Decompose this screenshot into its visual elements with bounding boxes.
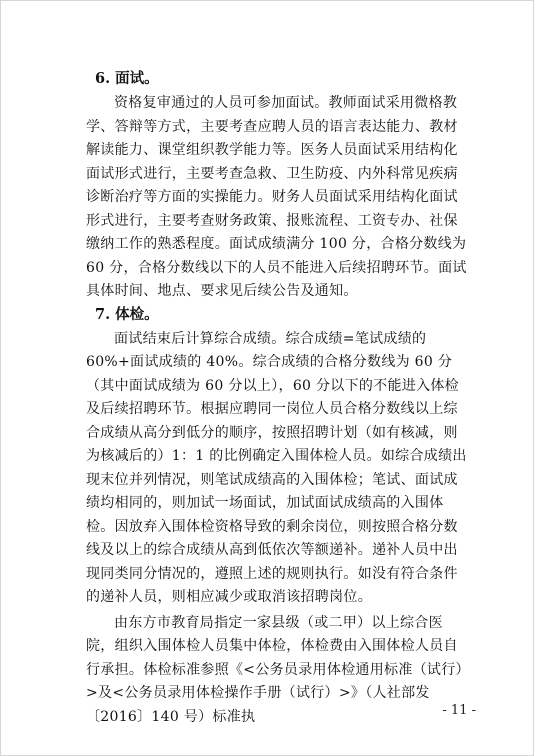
section-6-paragraph: 资格复审通过的人员可参加面试。教师面试采用微格教学、答辩等方式，主要考查应聘人员的语言表达能力、教材解读能力、课堂组织教学能力等。医务人员面试采用结构化面试形式进行，主要考查急救、卫生防疫、内外科常见疾病诊断治疗等方面的实操能力。财务人员面试采用结构化面试形式进行，主要考查财务政策、报账流程、工资专办、社保缴纳工作的熟悉程度。面试成绩满分 100 分，合格分数线为 60 分，合格分数线以下的人员不能进入后续招聘环节。面试具体时间、地点、要求见后续公告及通知。	[86, 95, 467, 299]
page-number: - 11 -	[442, 703, 476, 718]
document-body	[86, 70, 471, 729]
section-6-heading: 6. 面试。	[95, 70, 159, 87]
section-7-paragraph-2: 由东方市教育局指定一家县级（或二甲）以上综合医院，组织入围体检人员集中体检，体检费由入围体检人员自行承担。体检标准参照《<公务员录用体检通用标准（试行）>及<公务员录用体检操作手册（试行）>》（人社部发〔2016〕140 号）标准执	[86, 614, 470, 725]
section-7-paragraph-1: 面试结束后计算综合成绩。综合成绩=笔试成绩的 60%+面试成绩的 40%。综合成绩的合格分数线为 60 分（其中面试成绩为 60 分以上），60 分以下的不能进入体检及后续招聘环节。根据应聘同一岗位人员合格分数线以上综合成绩从高分到低分的顺序，按照招聘计划（如有核减，则为核减后的）1：1 的比例确定入围体检人员。如综合成绩出现末位并列情况，则笔试成绩高的入围体检；笔试、面试成绩均相同的，则加试一场面试，加试面试成绩高的入围体检。因放弃入围体检资格导致的剩余岗位，则按照合格分数线及以上的综合成绩从高到低依次等额递补。递补人员中出现同类同分情况的，遵照上述的规则执行。如没有符合条件的递补人员，则相应减少或取消该招聘岗位。	[86, 330, 467, 605]
section-7-heading: 7. 体检。	[95, 305, 159, 323]
